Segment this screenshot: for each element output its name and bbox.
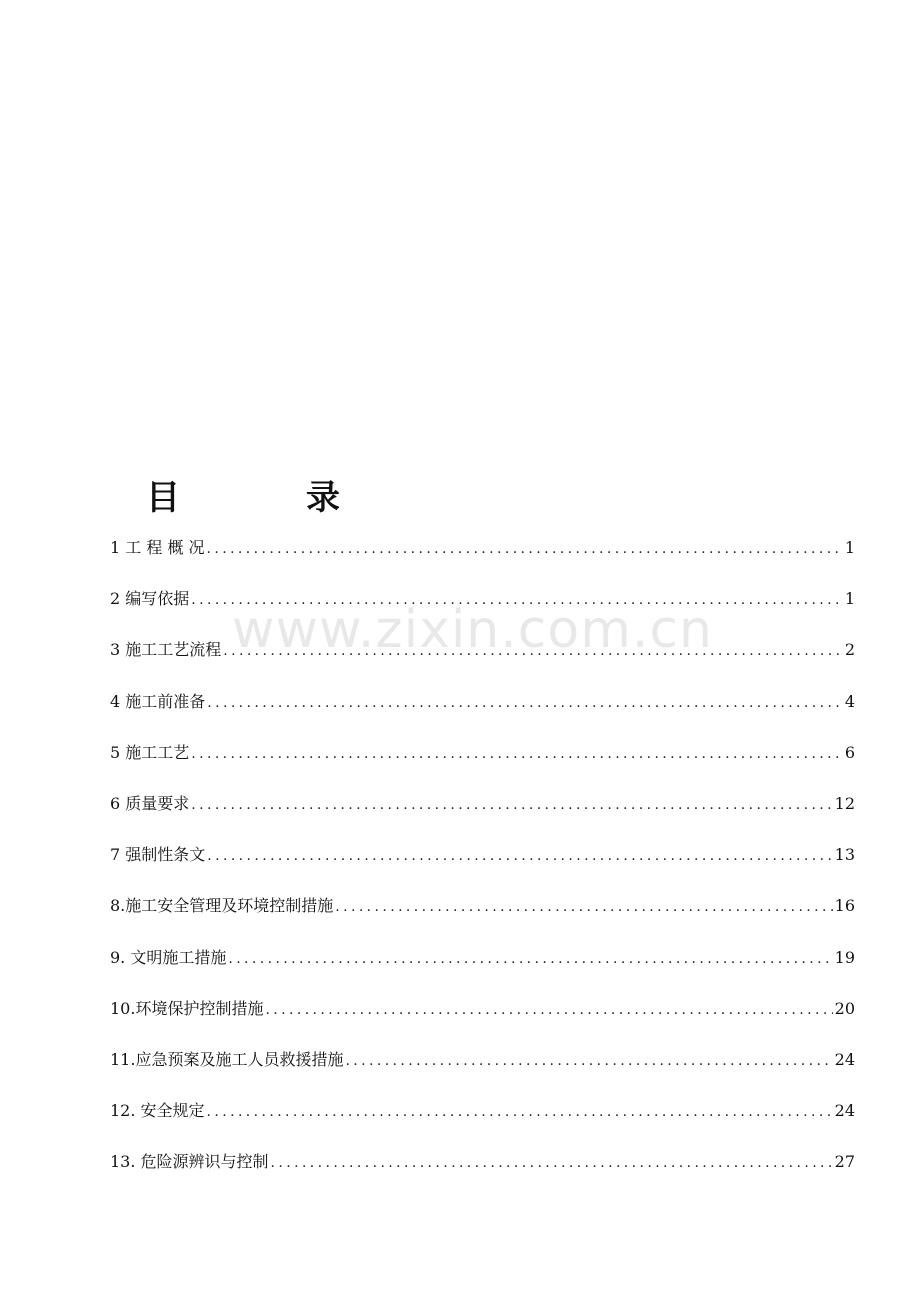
toc-dot-leader bbox=[191, 738, 843, 770]
toc-entry[interactable] bbox=[110, 583, 855, 634]
toc-dot-leader bbox=[207, 840, 832, 872]
toc-entry-page: 1 bbox=[844, 538, 855, 557]
toc-list bbox=[110, 532, 855, 1197]
toc-entry-label: 7 强制性条文 bbox=[110, 845, 206, 865]
toc-dot-leader bbox=[228, 943, 832, 975]
toc-entry-page: 12 bbox=[834, 793, 855, 813]
toc-entry-label: 9. 文明施工措施 bbox=[110, 947, 227, 967]
toc-entry-label: 8.施工安全管理及环境控制措施 bbox=[110, 896, 334, 916]
toc-entry[interactable] bbox=[110, 788, 855, 839]
toc-dot-leader bbox=[223, 635, 843, 667]
toc-entry[interactable] bbox=[110, 737, 855, 788]
toc-entry[interactable] bbox=[110, 942, 855, 993]
toc-entry[interactable] bbox=[110, 839, 855, 890]
toc-entry-page: 24 bbox=[834, 1101, 855, 1121]
watermark-text: www.zixin.com.cn bbox=[232, 600, 713, 660]
toc-dot-leader bbox=[191, 584, 843, 616]
toc-entry-label: 12. 安全规定 bbox=[110, 1101, 205, 1121]
toc-entry[interactable] bbox=[110, 1095, 855, 1146]
toc-entry-label: 2 编写依据 bbox=[110, 589, 190, 609]
toc-entry-page: 27 bbox=[834, 1152, 855, 1172]
toc-dot-leader bbox=[207, 687, 843, 719]
toc-entry[interactable] bbox=[110, 686, 855, 737]
toc-entry-page: 13 bbox=[834, 845, 855, 865]
toc-entry-page: 24 bbox=[834, 1049, 855, 1069]
toc-entry-label: 5 施工工艺 bbox=[110, 742, 190, 762]
toc-entry-page: 6 bbox=[844, 742, 855, 762]
toc-entry-page: 2 bbox=[844, 640, 855, 660]
toc-entry[interactable] bbox=[110, 1146, 855, 1197]
toc-dot-leader bbox=[191, 789, 832, 821]
toc-dot-leader bbox=[265, 994, 832, 1026]
toc-entry-label: 1 工 程 概 况 bbox=[110, 538, 205, 557]
toc-entry[interactable] bbox=[110, 532, 855, 583]
toc-dot-leader bbox=[271, 1147, 833, 1179]
toc-entry[interactable] bbox=[110, 993, 855, 1044]
toc-entry[interactable] bbox=[110, 634, 855, 685]
toc-entry-label: 4 施工前准备 bbox=[110, 691, 206, 711]
toc-entry-page: 20 bbox=[834, 998, 855, 1018]
toc-entry-page: 16 bbox=[834, 896, 855, 916]
toc-entry-label: 11.应急预案及施工人员救援措施 bbox=[110, 1049, 344, 1069]
toc-entry-label: 13. 危险源辨识与控制 bbox=[110, 1152, 269, 1172]
toc-entry-label: 10.环境保护控制措施 bbox=[110, 998, 264, 1018]
toc-entry[interactable] bbox=[110, 890, 855, 941]
toc-entry-page: 19 bbox=[834, 947, 855, 967]
toc-entry-label: 6 质量要求 bbox=[110, 793, 190, 813]
toc-entry-page: 1 bbox=[844, 589, 855, 609]
toc-title: 目 录 bbox=[146, 478, 386, 518]
toc-dot-leader bbox=[335, 891, 832, 923]
toc-dot-leader bbox=[207, 533, 843, 565]
toc-entry-label: 3 施工工艺流程 bbox=[110, 640, 222, 660]
toc-dot-leader bbox=[207, 1096, 833, 1128]
toc-entry-page: 4 bbox=[844, 691, 855, 711]
toc-entry[interactable] bbox=[110, 1044, 855, 1095]
toc-dot-leader bbox=[345, 1045, 832, 1077]
